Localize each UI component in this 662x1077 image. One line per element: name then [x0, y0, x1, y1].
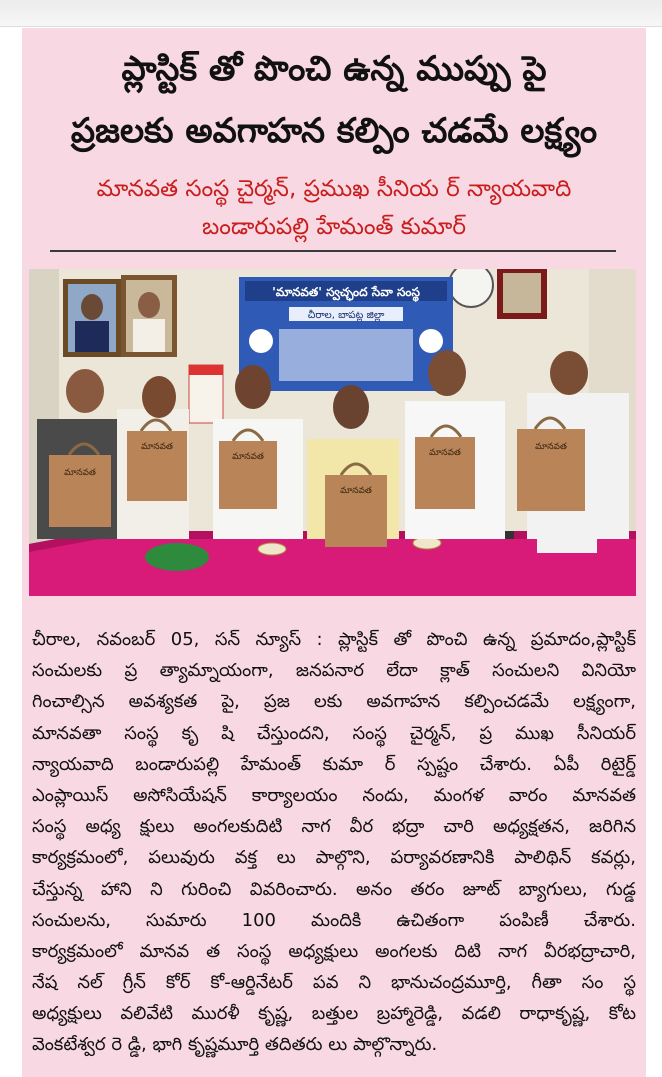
- news-clipping: [22, 28, 646, 1077]
- news-photo: [29, 269, 636, 596]
- article-line: మానవతా సంస్థ కృ షి చేస్తుందని, సంస్థ చైర్మన్, ప్ర ముఖ సీనియర్: [32, 722, 636, 744]
- article-line: కార్యక్రమంలో మానవ త సంస్థ అధ్యక్షులు అంగలకు దిటి నాగ వీరభద్రాచారి,: [32, 940, 636, 962]
- subheadline-line-1: మానవత సంస్థ చైర్మన్, ప్రముఖ సీనియ ర్ న్యాయవాది: [96, 176, 572, 202]
- article-body: [32, 624, 636, 1061]
- article-line: ఎంప్లాయిస్ అసోసియేషన్ కార్యాలయం నందు, మంగళ వారం మానవత: [32, 784, 636, 806]
- article-line: గించాల్సిన అవశ్యకత పై, ప్రజ లకు అవగాహన కల్పించడమే లక్ష్యంగా,: [32, 691, 636, 713]
- jute-bag-4: [325, 464, 387, 547]
- svg-text:మానవత: మానవత: [141, 442, 173, 452]
- article-line: సంస్థ అధ్య క్షులు అంగలకుదిటి నాగ వీర భద్రా చారి అధ్యక్షతన, జరిగిన: [32, 816, 636, 838]
- svg-text:మానవత: మానవత: [64, 468, 96, 478]
- svg-text:మానవత: మానవత: [340, 486, 372, 496]
- article-line: సంచులకు ప్ర త్యామ్నాయంగా, జనపనార లేదా క్లాత్ సంచులని వినియో: [32, 660, 636, 682]
- jute-bag-1: [49, 444, 111, 527]
- banner-title: 'మానవత' స్వచ్ఛంద సేవా సంస్థ: [272, 285, 420, 299]
- top-bar: [0, 0, 662, 27]
- article-line: అధ్యక్షులు వలివేటి మురళీ కృష్ణ, బత్తుల బ్రహ్మారెడ్డి, వడలి రాధాకృష్ణ, కోట: [32, 1003, 636, 1025]
- event-banner: [239, 277, 453, 391]
- headline-line-2: ప్రజలకు అవగాహన కల్పిం చడమే లక్ష్యం: [70, 111, 598, 151]
- headline-line-1: ప్లాస్టిక్ తో పొంచి ఉన్న ముప్పు పై: [121, 49, 547, 89]
- jute-bag-6: [517, 418, 585, 511]
- jute-bag-2: [127, 420, 187, 501]
- article-line: నేష నల్ గ్రీన్ కోర్ కో-ఆర్డినేటర్ పవ ని భానుచంద్రమూర్తి, గీతా సం స్థ: [32, 972, 636, 994]
- svg-text:మానవత: మానవత: [535, 442, 567, 452]
- headline-divider: [50, 250, 616, 252]
- article-line: చీరాల, నవంబర్ 05, సన్ న్యూస్ : ప్లాస్టిక్ తో పొంచి ఉన్న ప్రమాదం,ప్లాస్టిక్: [32, 629, 636, 650]
- event-photo-illustration: [29, 269, 636, 596]
- portrait-frame-1: [63, 279, 121, 357]
- svg-text:మానవత: మానవత: [429, 448, 461, 458]
- banner-location: చీరాల, బాపట్ల జిల్లా: [307, 310, 385, 321]
- article-line: వెంకటేశ్వర రె డ్డి, భాగి కృష్ణమూర్తి తదితరు లు పాల్గొన్నారు.: [32, 1034, 438, 1056]
- jute-bag-3: [219, 430, 277, 509]
- article-line: న్యాయవాది బండారుపల్లి హేమంత్ కుమా ర్ స్పష్టం చేశారు. ఏపీ రిటైర్డ్: [32, 753, 636, 775]
- article-line: చేస్తున్న హాని ని గురించి వివరించారు. అనం తరం జూట్ బ్యాగులు, గుడ్డ: [32, 878, 636, 900]
- subheadline-line-2: బండారుపల్లి హేమంత్ కుమార్: [201, 214, 467, 240]
- article-line: కార్యక్రమంలో, పలువురు వక్త లు పాల్గొని, పర్యావరణానికి పాలిథిన్ కవర్లు,: [32, 847, 636, 869]
- article-line: సంచులను, సుమారు 100 మందికి ఉచితంగా పంపిణీ చేశారు.: [32, 909, 636, 931]
- svg-text:మానవత: మానవత: [232, 452, 264, 462]
- jute-bag-5: [415, 426, 475, 509]
- portrait-frame-2: [121, 275, 177, 357]
